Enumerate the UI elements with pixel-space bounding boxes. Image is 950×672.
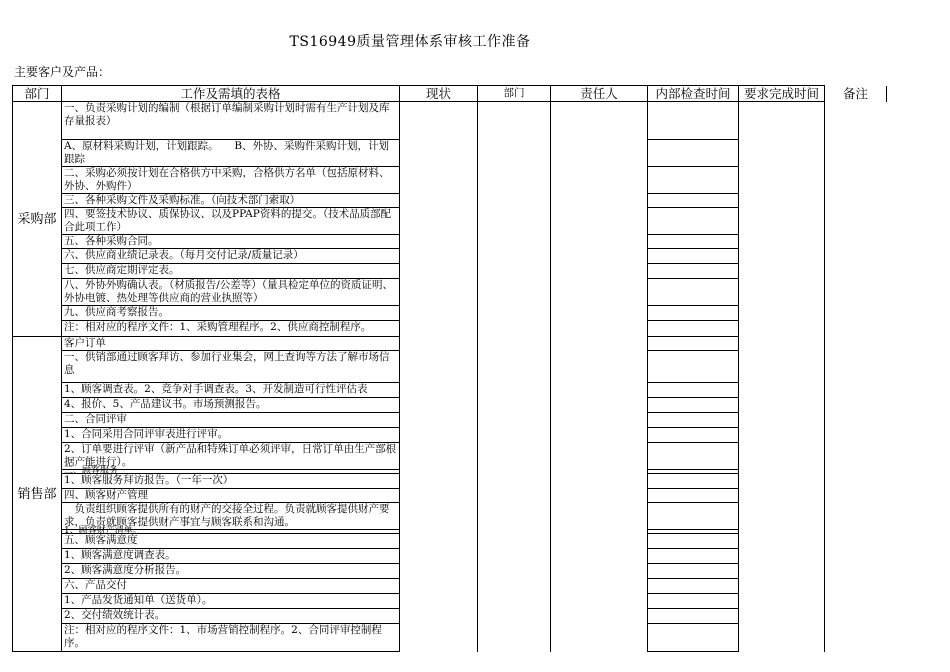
check-time-cell	[648, 321, 739, 337]
header-status: 现状	[400, 86, 478, 102]
list-item: 二、合同评审	[62, 413, 400, 428]
list-item: 1、顾客服务拜访报告。（一年一次）	[62, 474, 400, 489]
dept2-cell	[478, 337, 551, 652]
check-time-cell	[648, 167, 739, 194]
status-cell	[400, 337, 478, 652]
check-time-cell	[648, 351, 739, 383]
header-dept: 部门	[13, 86, 62, 102]
check-time-cell	[648, 337, 739, 351]
dept2-cell	[478, 102, 551, 337]
due-time-cell	[739, 102, 825, 337]
list-item: 二、采购必须按计划在合格供方中采购，合格供方名单（包括原材料、外协、外购件）	[62, 167, 400, 194]
list-item: 八、外协外购确认表。（材质报告/公差等）（量具检定单位的资质证明、外协电镀、热处理等供应商的营业执照等）	[62, 279, 400, 306]
note-cell	[825, 102, 887, 337]
list-item: 1、顾客财产清单。	[62, 530, 400, 534]
check-time-cell	[648, 609, 739, 624]
due-time-cell	[739, 337, 825, 652]
check-time-cell	[648, 579, 739, 594]
check-time-cell	[648, 306, 739, 321]
list-item: 1、合同采用合同评审表进行评审。	[62, 428, 400, 443]
check-time-cell	[648, 443, 739, 470]
list-item: 1、顾客调查表。2、竞争对手调查表。3、开发制造可行性评估表	[62, 383, 400, 398]
check-time-cell	[648, 398, 739, 413]
check-time-cell	[648, 264, 739, 279]
list-item: 四、要签技术协议、质保协议、以及PPAP资料的提交。（技术品质部配合此项工作）	[62, 208, 400, 235]
list-item: 4、报价、5、产品建议书。市场预测报告。	[62, 398, 400, 413]
check-time-cell	[648, 564, 739, 579]
list-item: 三、顾客服务	[62, 470, 400, 474]
list-item: 注：相对应的程序文件：1、采购管理程序。2、供应商控制程序。	[62, 321, 400, 337]
dept-cell-purchasing: 采购部	[13, 102, 62, 337]
list-item: A、原材料采购计划，计划跟踪。 B、外协、采购件采购计划，计划跟踪	[62, 140, 400, 167]
list-item: 2、订单要进行评审（新产品和特殊订单必须评审，日常订单由生产部根据产能进行）。	[62, 443, 400, 470]
status-cell	[400, 102, 478, 337]
list-item: 五、各种采购合同。	[62, 235, 400, 249]
check-time-cell	[648, 503, 739, 530]
check-time-cell	[648, 279, 739, 306]
list-item: 1、产品发货通知单（送货单）。	[62, 594, 400, 609]
list-item: 九、供应商考察报告。	[62, 306, 400, 321]
check-time-cell	[648, 102, 739, 140]
owner-cell	[551, 337, 648, 652]
list-item: 1、顾客满意度调查表。	[62, 549, 400, 564]
dept-cell-sales: 销售部	[13, 337, 62, 652]
list-item: 一、供销部通过顾客拜访、参加行业集会，网上查询等方法了解市场信息	[62, 351, 400, 383]
check-time-cell	[648, 428, 739, 443]
list-item: 一、负责采购计划的编制（根据订单编制采购计划时需有生产计划及库存量报表）	[62, 102, 400, 140]
list-item: 六、供应商业绩记录表。（每月交付记录/质量记录）	[62, 249, 400, 264]
check-time-cell	[648, 624, 739, 652]
list-item: 七、供应商定期评定表。	[62, 264, 400, 279]
check-time-cell	[648, 549, 739, 564]
header-owner: 责任人	[551, 86, 648, 102]
header-row	[13, 86, 887, 102]
check-time-cell	[648, 534, 739, 549]
header-note: 备注	[825, 86, 887, 102]
list-item: 2、顾客满意度分析报告。	[62, 564, 400, 579]
header-due-time: 要求完成时间	[739, 86, 825, 102]
header-work: 工作及需填的表格	[62, 86, 400, 102]
check-time-cell	[648, 383, 739, 398]
list-item: 四、顾客财产管理	[62, 489, 400, 503]
list-item: 三、各种采购文件及采购标准。（向技术部门索取）	[62, 194, 400, 208]
list-item: 五、顾客满意度	[62, 534, 400, 549]
header-dept-2: 部门	[478, 86, 551, 102]
check-time-cell	[648, 489, 739, 503]
note-cell	[825, 337, 887, 652]
list-item: 注：相对应的程序文件：1、市场营销控制程序。2、合同评审控制程序。	[62, 624, 400, 652]
list-item: 负责组织顾客提供所有的财产的交接全过程。负责就顾客提供财产要求，负责就顾客提供财产事宜与顾客联系和沟通。	[62, 503, 400, 530]
table-row	[13, 102, 887, 140]
page-title: TS16949质量管理体系审核工作准备	[289, 34, 531, 50]
audit-prep-table	[12, 85, 887, 652]
list-item: 六、产品交付	[62, 579, 400, 594]
main-customers-label: 主要客户及产品：	[14, 65, 111, 79]
check-time-cell	[648, 413, 739, 428]
check-time-cell	[648, 208, 739, 235]
list-item: 客户订单	[62, 337, 400, 351]
check-time-cell	[648, 474, 739, 489]
check-time-cell	[648, 594, 739, 609]
list-item: 2、交付绩效统计表。	[62, 609, 400, 624]
table-row	[13, 337, 887, 351]
owner-cell	[551, 102, 648, 337]
check-time-cell	[648, 235, 739, 249]
header-check-time: 内部检查时间	[648, 86, 739, 102]
check-time-cell	[648, 194, 739, 208]
check-time-cell	[648, 249, 739, 264]
check-time-cell	[648, 140, 739, 167]
